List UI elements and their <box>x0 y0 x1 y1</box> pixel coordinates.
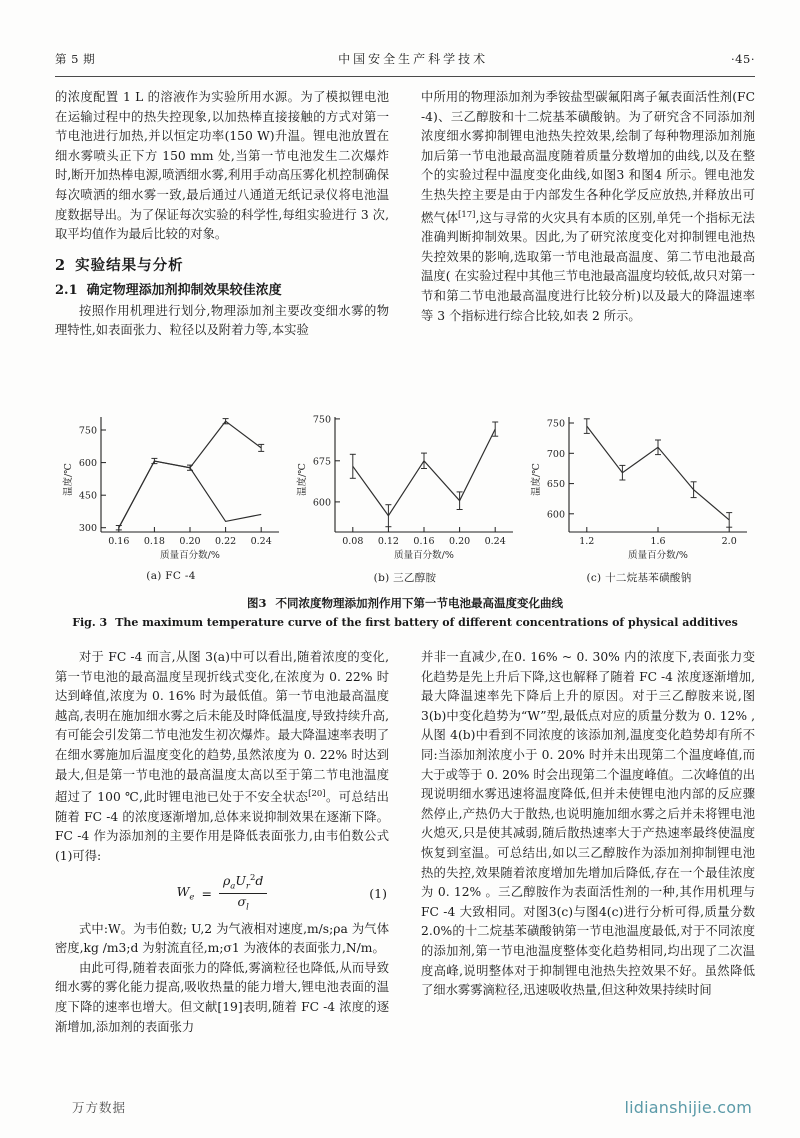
left-paragraph-3-a: 对于 FC -4 而言,从图 3(a)中可以看出,随着浓度的变化,第一节电池的最高温度呈现折线式变化,在浓度为 0. 22% 时达到峰值,浓度为 0. 16% 时为最低值。第一节电池最高温度越高,表明在施加细水雾之后未能及时降低温度,导致持续升高,有可能会引发第二节电池发生初次爆炸。最大降温速率表明了在细水雾施加后温度变化的趋势,虽然浓度为 0. 22% 时达到最大,但是第一节电池的最高温度太高以至于第二节电池温度超过了 100 ℃,此时锂电池已处于不安全状态 <box>55 650 389 805</box>
subsection-title: 确定物理添加剂抑制效果较佳浓度 <box>86 282 282 298</box>
chart-fc4-xtick-1: 0.18 <box>143 536 165 547</box>
subsection-number: 2.1 <box>55 282 78 298</box>
equation-1-body <box>177 874 268 914</box>
right-paragraph-1-a: 中所用的物理添加剂为季铵盐型碳氟阳离子氟表面活性剂(FC -4)、三乙醇胺和十二烷基苯磺酸钠。为了研究含不同添加剂浓度细水雾抑制锂电池热失控效果,绘制了每种物理添加剂施加后第一节电池最高温度随着质量分数增加的曲线,以及在整个的实验过程中温度变化曲线,如图3 和图4 所示。锂电池发生热失控主要是由于内部发生各种化学反应放热,并释放出可燃气体 <box>421 90 755 225</box>
chart-fc4-svg <box>55 404 287 569</box>
site-watermark: lidianshijie.com <box>624 1098 752 1117</box>
right-paragraph-1 <box>421 88 755 326</box>
chart-tea-ytick-675: 675 <box>312 456 331 468</box>
equation-1 <box>55 874 389 914</box>
right-paragraph-1-b: ,这与寻常的火灾具有本质的区别,单凭一个指标无法准确判断抑制效果。因此,为了研究浓度变化对抑制锂电池热失控效果的影响,选取第一节电池最高温度、第二节电池最高温度( 在实验过程中其他三节电池最高温度均较低,故只对第一节和第二节电池最高温度进行比较分析)以及最大的降温速率等 3 个指标进行综合比较,如表 2 所示。 <box>421 210 755 323</box>
subsection-heading-2-1 <box>55 281 389 301</box>
chart-fc4-subcaption: (a) FC -4 <box>146 570 196 582</box>
chart-fc4-ytick-750: 750 <box>78 425 97 437</box>
chart-sdbs-ytick-600: 600 <box>546 509 565 521</box>
left-paragraph-1: 的浓度配置 1 L 的溶液作为实验所用水源。为了模拟锂电池在运输过程中的热失控现象,以加热棒直接接触的方式对第一节电池进行加热,并以恒定功率(150 W)升温。锂电池放置在细水雾喷头正下方 150 mm 处,当第一节电池发生二次爆炸时,断开加热棒电源,喷洒细水雾,利用手动高压雾化机控制确保每次喷洒的细水雾一致,最后通过八通道无纸记录仪将电池温度数据导出。为了保证每次实验的科学性,每组实验进行 3 次,取平均值作为最后比较的对象。 <box>55 90 389 242</box>
chart-tea-xtick-2: 0.16 <box>413 536 435 547</box>
chart-sdbs-xlabel: 质量百分数/% <box>628 550 688 561</box>
figure-chart-row <box>55 404 755 585</box>
chart-fc4-xtick-2: 0.20 <box>179 536 201 547</box>
left-paragraph-3 <box>55 648 389 867</box>
chart-tea-xtick-0: 0.08 <box>342 536 364 547</box>
section-heading-2 <box>55 255 389 277</box>
figure-caption-cn-text: 不同浓度物理添加剂作用下第一节电池最高温度变化曲线 <box>275 596 563 610</box>
reference-marker-20: [20] <box>308 789 326 800</box>
figure-caption-en-text: The maximum temperature curve of the first battery of different concentrations of physical additives <box>115 616 738 629</box>
header-journal-title: 中国安全生产科学技术 <box>338 52 489 66</box>
chart-tea-subcaption: (b) 三乙醇胺 <box>373 572 437 584</box>
left-paragraph-2: 按照作用机理进行划分,物理添加剂主要改变细水雾的物理特性,如表面张力、粒径以及附着力等,本实验 <box>55 303 389 338</box>
lower-columns <box>55 648 755 1037</box>
chart-fc4-ytick-450: 450 <box>78 490 97 502</box>
left-paragraph-3-b: 。可总结出随着 FC -4 的浓度逐渐增加,总体来说抑制效果在逐渐下降。FC -4 作为添加剂的主要作用是降低表面张力,由韦伯数公式(1)可得: <box>55 790 389 864</box>
chart-fc4-ytick-300: 300 <box>78 523 97 534</box>
left-paragraph-5: 由此可得,随着表面张力的降低,雾滴粒径也降低,从而导致细水雾的雾化能力提高,吸收热量的能力增大,锂电池表面的温度下降的速率也增大。但文献[19]表明,随着 FC -4 浓度的逐渐增加,添加剂的表面张力 <box>55 960 389 1034</box>
chart-tea-xlabel: 质量百分数/% <box>394 550 454 561</box>
equation-fraction <box>219 874 268 914</box>
running-head <box>55 50 755 76</box>
figure-caption-cn <box>55 595 755 612</box>
chart-tea-ytick-600: 600 <box>312 497 331 509</box>
chart-tea-series <box>350 422 498 527</box>
chart-sdbs-xtick-1: 1.6 <box>650 536 666 547</box>
chart-sdbs-xtick-2: 2.0 <box>721 536 737 547</box>
figure-3 <box>55 404 755 631</box>
section-title: 实验结果与分析 <box>75 256 184 274</box>
chart-sdbs-ytick-750: 750 <box>546 418 565 430</box>
chart-tea-xtick-3: 0.20 <box>449 536 471 547</box>
chart-tea-ytick-750: 750 <box>312 414 331 426</box>
chart-fc4 <box>55 404 287 585</box>
figure-caption-en <box>55 615 755 631</box>
chart-fc4-xtick-4: 0.24 <box>250 536 272 547</box>
chart-sdbs-subcaption: (c) 十二烷基苯磺酸钠 <box>586 572 692 584</box>
chart-fc4-xtick-0: 0.16 <box>108 536 130 547</box>
right-column-bottom <box>421 648 755 1037</box>
figure-label-cn: 图3 <box>246 596 267 610</box>
chart-tea-xtick-1: 0.12 <box>377 536 399 547</box>
left-column-bottom <box>55 648 389 1037</box>
chart-fc4-series <box>116 419 264 530</box>
equation-equals: = <box>201 886 212 902</box>
reference-marker-17: [17] <box>458 209 476 220</box>
upper-columns <box>55 88 755 341</box>
header-page-number: ·45· <box>731 52 755 66</box>
chart-triethanolamine-svg <box>289 404 521 569</box>
chart-sdbs <box>523 404 755 585</box>
equation-lhs: $W_e$ <box>176 884 195 903</box>
chart-sdbs-ylabel: 温度/℃ <box>531 463 542 496</box>
chart-triethanolamine <box>289 404 521 585</box>
right-paragraph-2: 并非一直减少,在0. 16% ~ 0. 30% 内的浓度下,表面张力变化趋势是先上升后下降,这也解释了随着 FC -4 浓度逐渐增加,最大降温速率先下降后上升的原因。对于三乙醇胺来说,图3(b)中变化趋势为“W”型,最低点对应的质量分数为 0. 12% ,从图 4(b)中看到不同浓度的该添加剂,温度变化趋势却有所不同:当添加剂浓度小于 0. 20% 时并未出现第二个温度峰值,而大于或等于 0. 20% 时会出现第二个温度峰值。二次峰值的出现说明细水雾迅速将温度降低,但并未使锂电池内部的反应骤然停止,产热仍大于散热,也说明施加细水雾之后并未将锂电池火熄灭,只是使其减弱,随后散热速率大于产热速率最终使温度恢复到室温。可总结出,如以三乙醇胺作为添加剂抑制锂电池热的失控,效果随着浓度增加先增加后降低,存在一个最佳浓度为 0. 12% 。三乙醇胺作为表面活性剂的一种,其作用机理与 FC -4 大致相同。对图3(c)与图4(c)进行分析可得,质量分数2.0%的十二烷基苯磺酸钠第一节电池温度最低,对于不同浓度的添加剂,第一节电池温度整体变化趋势相同,均出现了二次温度高峰,说明整体对于抑制锂电池热失控效果不好。虽然降低了细水雾雾滴粒径,迅速吸收热量,但这种效果持续时间 <box>421 650 755 998</box>
chart-fc4-xtick-3: 0.22 <box>215 536 237 547</box>
chart-sdbs-svg <box>523 404 755 569</box>
right-column-top <box>421 88 755 341</box>
chart-tea-ylabel: 温度/℃ <box>297 463 308 496</box>
chart-fc4-xlabel: 质量百分数/% <box>160 550 220 561</box>
chart-sdbs-series <box>584 419 732 527</box>
equation-numerator: $\rho_aU_r^2d$ <box>219 874 268 894</box>
chart-sdbs-xtick-0: 1.2 <box>579 536 595 547</box>
left-column-top <box>55 88 389 341</box>
header-divider <box>55 76 755 77</box>
left-paragraph-4: 式中:W。为韦伯数; U,2 为气液相对速度,m/s;ρa 为气体密度,kg /m3;d 为射流直径,m;σ1 为液体的表面张力,N/m。 <box>55 921 389 956</box>
chart-fc4-ylabel: 温度/℃ <box>63 463 74 496</box>
chart-fc4-ytick-600: 600 <box>78 458 97 469</box>
chart-sdbs-ytick-700: 700 <box>546 448 565 460</box>
figure-label-en: Fig. 3 <box>72 616 108 629</box>
chart-tea-xtick-4: 0.24 <box>484 536 506 547</box>
equation-number: (1) <box>369 886 387 902</box>
wanfang-watermark: 万方数据 <box>72 1100 127 1115</box>
header-issue: 第 5 期 <box>55 52 96 66</box>
section-number: 2 <box>55 256 67 274</box>
equation-denominator: $\sigma_l$ <box>237 894 249 913</box>
chart-sdbs-ytick-650: 650 <box>546 479 565 491</box>
